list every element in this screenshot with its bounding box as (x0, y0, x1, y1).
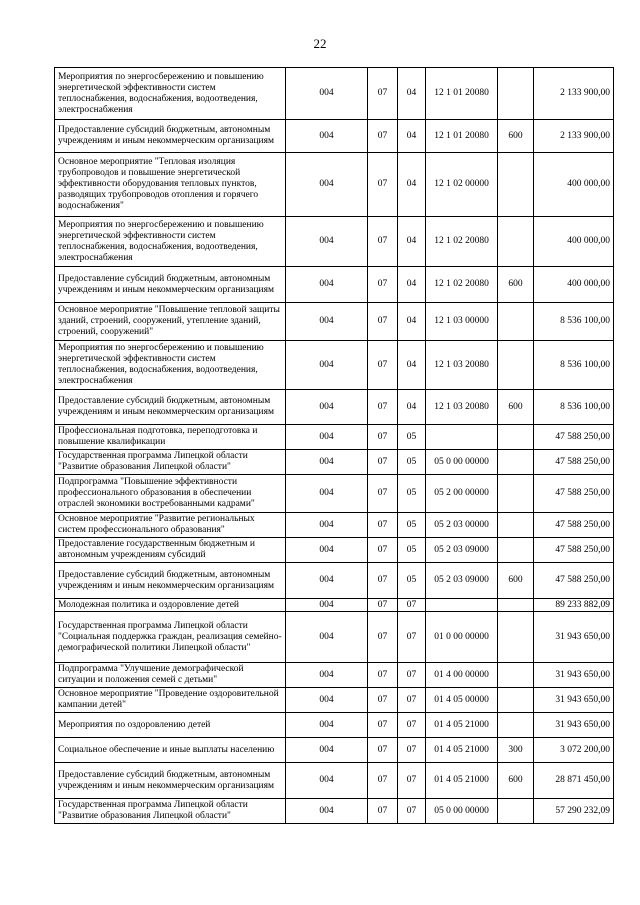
page-number: 22 (313, 36, 327, 51)
row-expense-type (498, 217, 534, 267)
row-name: Государственная программа Липецкой области "Социальная поддержка граждан, реализация семейно-демографической политики Липецкой области" (55, 612, 286, 663)
table-row (55, 303, 614, 341)
row-subsection-code: 07 (398, 738, 426, 763)
table-row (55, 599, 614, 612)
row-amount: 47 588 250,00 (534, 450, 614, 475)
row-section-code: 07 (368, 713, 398, 738)
row-ved-code: 004 (286, 599, 368, 612)
row-subsection-code: 04 (398, 267, 426, 303)
row-target-article: 01 4 05 21000 (426, 763, 498, 799)
row-ved-code: 004 (286, 538, 368, 563)
row-subsection-code: 04 (398, 303, 426, 341)
row-amount: 31 943 650,00 (534, 612, 614, 663)
table-row (55, 120, 614, 153)
row-ved-code: 004 (286, 390, 368, 425)
table-row (55, 475, 614, 513)
row-name: Основное мероприятие "Развитие региональных систем профессионального образования" (55, 513, 286, 538)
row-ved-code: 004 (286, 68, 368, 120)
table-row (55, 513, 614, 538)
row-section-code: 07 (368, 612, 398, 663)
row-target-article: 05 2 03 09000 (426, 538, 498, 563)
row-section-code: 07 (368, 450, 398, 475)
row-amount: 31 943 650,00 (534, 713, 614, 738)
row-name: Мероприятия по оздоровлению детей (55, 713, 286, 738)
row-amount: 2 133 900,00 (534, 68, 614, 120)
row-section-code: 07 (368, 475, 398, 513)
row-name: Мероприятия по энергосбережению и повышению энергетической эффективности систем теплоснабжения, водоснабжения, водоотведения, электроснабжения (55, 68, 286, 120)
row-ved-code: 004 (286, 799, 368, 824)
row-amount: 8 536 100,00 (534, 390, 614, 425)
row-subsection-code: 05 (398, 425, 426, 450)
row-amount: 400 000,00 (534, 267, 614, 303)
row-name: Подпрограмма "Повышение эффективности профессионального образования в обеспечении отраслей экономики востребованными кадрами" (55, 475, 286, 513)
row-target-article: 05 2 00 00000 (426, 475, 498, 513)
row-amount: 28 871 450,00 (534, 763, 614, 799)
row-expense-type (498, 612, 534, 663)
row-target-article: 12 1 02 20080 (426, 267, 498, 303)
row-expense-type (498, 799, 534, 824)
row-section-code: 07 (368, 538, 398, 563)
row-subsection-code: 07 (398, 688, 426, 713)
table-row (55, 713, 614, 738)
row-section-code: 07 (368, 563, 398, 599)
table-row (55, 663, 614, 688)
row-name: Предоставление субсидий бюджетным, автономным учреждениям и иным некоммерческим организациям (55, 390, 286, 425)
row-name: Молодежная политика и оздоровление детей (55, 599, 286, 612)
row-section-code: 07 (368, 763, 398, 799)
row-name: Государственная программа Липецкой области "Развитие образования Липецкой области" (55, 799, 286, 824)
row-subsection-code: 07 (398, 612, 426, 663)
row-section-code: 07 (368, 688, 398, 713)
row-section-code: 07 (368, 425, 398, 450)
table-row (55, 217, 614, 267)
row-subsection-code: 04 (398, 341, 426, 390)
row-amount: 8 536 100,00 (534, 303, 614, 341)
row-name: Предоставление государственным бюджетным и автономным учреждениям субсидий (55, 538, 286, 563)
row-subsection-code: 07 (398, 763, 426, 799)
row-amount: 57 290 232,09 (534, 799, 614, 824)
row-expense-type: 600 (498, 763, 534, 799)
row-target-article: 01 4 05 00000 (426, 688, 498, 713)
row-ved-code: 004 (286, 425, 368, 450)
table-row (55, 763, 614, 799)
row-name: Основное мероприятие "Повышение тепловой защиты зданий, строений, сооружений, утепление зданий, строений, сооружений" (55, 303, 286, 341)
row-amount: 400 000,00 (534, 217, 614, 267)
row-ved-code: 004 (286, 267, 368, 303)
row-target-article: 12 1 03 20080 (426, 341, 498, 390)
row-target-article: 12 1 01 20080 (426, 68, 498, 120)
row-expense-type: 300 (498, 738, 534, 763)
row-name: Предоставление субсидий бюджетным, автономным учреждениям и иным некоммерческим организациям (55, 267, 286, 303)
row-ved-code: 004 (286, 713, 368, 738)
budget-table (54, 67, 614, 824)
table-row (55, 688, 614, 713)
row-expense-type (498, 425, 534, 450)
row-section-code: 07 (368, 217, 398, 267)
row-expense-type (498, 303, 534, 341)
row-subsection-code: 05 (398, 538, 426, 563)
row-expense-type (498, 68, 534, 120)
row-amount: 8 536 100,00 (534, 341, 614, 390)
row-target-article: 12 1 02 00000 (426, 153, 498, 217)
row-ved-code: 004 (286, 688, 368, 713)
row-target-article: 12 1 03 20080 (426, 390, 498, 425)
row-subsection-code: 04 (398, 68, 426, 120)
row-expense-type (498, 450, 534, 475)
row-subsection-code: 04 (398, 120, 426, 153)
table-row (55, 341, 614, 390)
row-amount: 31 943 650,00 (534, 663, 614, 688)
row-amount: 47 588 250,00 (534, 538, 614, 563)
row-amount: 2 133 900,00 (534, 120, 614, 153)
row-section-code: 07 (368, 120, 398, 153)
row-section-code: 07 (368, 799, 398, 824)
row-target-article: 12 1 01 20080 (426, 120, 498, 153)
row-section-code: 07 (368, 738, 398, 763)
row-ved-code: 004 (286, 120, 368, 153)
table-row (55, 563, 614, 599)
row-name: Мероприятия по энергосбережению и повышению энергетической эффективности систем теплоснабжения, водоснабжения, водоотведения, электроснабжения (55, 341, 286, 390)
table-row (55, 425, 614, 450)
row-section-code: 07 (368, 303, 398, 341)
row-subsection-code: 05 (398, 450, 426, 475)
row-subsection-code: 05 (398, 475, 426, 513)
row-section-code: 07 (368, 390, 398, 425)
row-name: Мероприятия по энергосбережению и повышению энергетической эффективности систем теплоснабжения, водоснабжения, водоотведения, электроснабжения (55, 217, 286, 267)
row-section-code: 07 (368, 341, 398, 390)
row-amount: 47 588 250,00 (534, 475, 614, 513)
row-expense-type: 600 (498, 390, 534, 425)
row-name: Государственная программа Липецкой области "Развитие образования Липецкой области" (55, 450, 286, 475)
row-name: Профессиональная подготовка, переподготовка и повышение квалификации (55, 425, 286, 450)
row-expense-type (498, 513, 534, 538)
row-ved-code: 004 (286, 763, 368, 799)
row-subsection-code: 04 (398, 153, 426, 217)
row-subsection-code: 05 (398, 563, 426, 599)
row-subsection-code: 04 (398, 217, 426, 267)
row-target-article: 12 1 03 00000 (426, 303, 498, 341)
table-row (55, 612, 614, 663)
row-name: Основное мероприятие "Тепловая изоляция трубопроводов и повышение энергетической эффективности оборудования тепловых пунктов, разводящих трубопроводов отопления и горячего водоснабжения" (55, 153, 286, 217)
row-target-article: 05 0 00 00000 (426, 450, 498, 475)
row-subsection-code: 05 (398, 513, 426, 538)
table-row (55, 738, 614, 763)
row-target-article: 01 0 00 00000 (426, 612, 498, 663)
row-target-article: 05 2 03 09000 (426, 563, 498, 599)
row-ved-code: 004 (286, 450, 368, 475)
row-subsection-code: 07 (398, 663, 426, 688)
row-target-article: 01 4 05 21000 (426, 738, 498, 763)
row-target-article: 05 0 00 00000 (426, 799, 498, 824)
row-section-code: 07 (368, 153, 398, 217)
row-amount: 31 943 650,00 (534, 688, 614, 713)
row-ved-code: 004 (286, 563, 368, 599)
row-ved-code: 004 (286, 612, 368, 663)
row-ved-code: 004 (286, 513, 368, 538)
row-name: Предоставление субсидий бюджетным, автономным учреждениям и иным некоммерческим организациям (55, 763, 286, 799)
row-name: Социальное обеспечение и иные выплаты населению (55, 738, 286, 763)
row-section-code: 07 (368, 599, 398, 612)
row-expense-type (498, 153, 534, 217)
row-ved-code: 004 (286, 153, 368, 217)
row-amount: 47 588 250,00 (534, 513, 614, 538)
table-row (55, 799, 614, 824)
row-name: Предоставление субсидий бюджетным, автономным учреждениям и иным некоммерческим организациям (55, 120, 286, 153)
row-amount: 47 588 250,00 (534, 563, 614, 599)
row-expense-type (498, 475, 534, 513)
row-amount: 89 233 882,09 (534, 599, 614, 612)
row-expense-type (498, 538, 534, 563)
row-target-article: 01 4 05 21000 (426, 713, 498, 738)
row-ved-code: 004 (286, 475, 368, 513)
table-row (55, 68, 614, 120)
row-section-code: 07 (368, 513, 398, 538)
row-subsection-code: 07 (398, 599, 426, 612)
row-expense-type: 600 (498, 563, 534, 599)
row-target-article: 01 4 00 00000 (426, 663, 498, 688)
row-subsection-code: 04 (398, 390, 426, 425)
row-expense-type (498, 713, 534, 738)
row-ved-code: 004 (286, 738, 368, 763)
row-expense-type: 600 (498, 120, 534, 153)
row-amount: 400 000,00 (534, 153, 614, 217)
row-name: Подпрограмма "Улучшение демографической ситуации и положения семей с детьми" (55, 663, 286, 688)
row-amount: 3 072 200,00 (534, 738, 614, 763)
row-ved-code: 004 (286, 217, 368, 267)
row-amount: 47 588 250,00 (534, 425, 614, 450)
table-row (55, 153, 614, 217)
row-name: Основное мероприятие "Проведение оздоровительной кампании детей" (55, 688, 286, 713)
row-section-code: 07 (368, 267, 398, 303)
row-target-article (426, 599, 498, 612)
row-expense-type (498, 688, 534, 713)
row-target-article: 12 1 02 20080 (426, 217, 498, 267)
row-target-article (426, 425, 498, 450)
row-expense-type (498, 341, 534, 390)
row-name: Предоставление субсидий бюджетным, автономным учреждениям и иным некоммерческим организациям (55, 563, 286, 599)
row-expense-type (498, 663, 534, 688)
row-ved-code: 004 (286, 303, 368, 341)
table-row (55, 390, 614, 425)
table-row (55, 267, 614, 303)
row-section-code: 07 (368, 663, 398, 688)
row-section-code: 07 (368, 68, 398, 120)
row-expense-type: 600 (498, 267, 534, 303)
row-expense-type (498, 599, 534, 612)
row-subsection-code: 07 (398, 713, 426, 738)
table-row (55, 450, 614, 475)
row-ved-code: 004 (286, 341, 368, 390)
row-target-article: 05 2 03 00000 (426, 513, 498, 538)
table-row (55, 538, 614, 563)
row-ved-code: 004 (286, 663, 368, 688)
row-subsection-code: 07 (398, 799, 426, 824)
